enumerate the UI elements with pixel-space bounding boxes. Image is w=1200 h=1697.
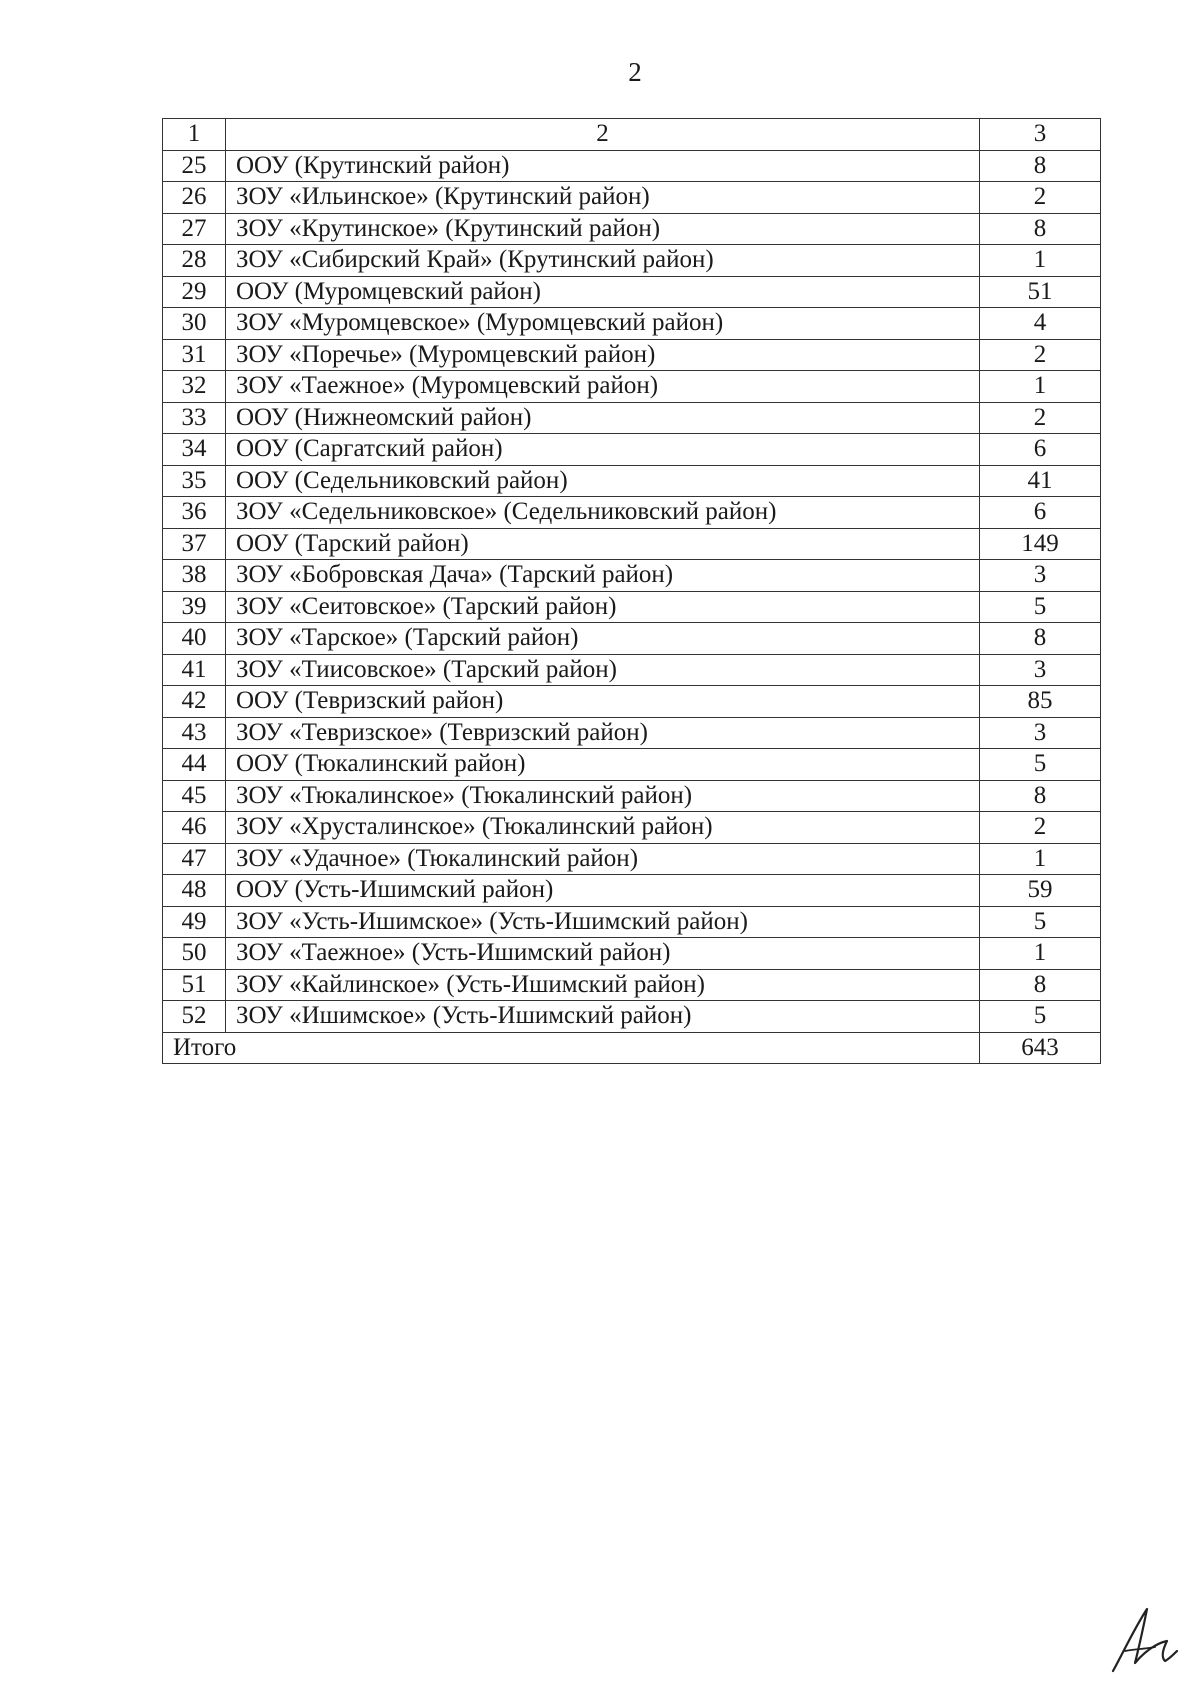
row-number: 50 bbox=[163, 938, 226, 970]
row-value: 3 bbox=[980, 654, 1101, 686]
row-value: 6 bbox=[980, 497, 1101, 529]
table-row bbox=[163, 969, 1101, 1001]
total-label: Итого bbox=[163, 1032, 980, 1064]
row-number: 47 bbox=[163, 843, 226, 875]
total-row bbox=[163, 1032, 1101, 1064]
table-row bbox=[163, 308, 1101, 340]
row-name: ООУ (Саргатский район) bbox=[226, 434, 980, 466]
row-number: 48 bbox=[163, 875, 226, 907]
row-number: 39 bbox=[163, 591, 226, 623]
table-body bbox=[163, 119, 1101, 1064]
row-value: 2 bbox=[980, 812, 1101, 844]
table-row bbox=[163, 717, 1101, 749]
row-value: 8 bbox=[980, 780, 1101, 812]
row-value: 4 bbox=[980, 308, 1101, 340]
row-value: 1 bbox=[980, 245, 1101, 277]
column-header-2: 2 bbox=[226, 119, 980, 151]
row-name: ЗОУ «Тевризское» (Тевризский район) bbox=[226, 717, 980, 749]
table-row bbox=[163, 371, 1101, 403]
row-number: 42 bbox=[163, 686, 226, 718]
table-row bbox=[163, 749, 1101, 781]
table-row bbox=[163, 528, 1101, 560]
table-row bbox=[163, 1001, 1101, 1033]
row-value: 8 bbox=[980, 623, 1101, 655]
table-row bbox=[163, 686, 1101, 718]
table-row bbox=[163, 875, 1101, 907]
row-name: ЗОУ «Седельниковское» (Седельниковский район) bbox=[226, 497, 980, 529]
table-row bbox=[163, 465, 1101, 497]
row-number: 31 bbox=[163, 339, 226, 371]
table-row bbox=[163, 812, 1101, 844]
row-name: ООУ (Муромцевский район) bbox=[226, 276, 980, 308]
row-name: ЗОУ «Муромцевское» (Муромцевский район) bbox=[226, 308, 980, 340]
table-row bbox=[163, 276, 1101, 308]
row-number: 49 bbox=[163, 906, 226, 938]
page-number: 2 bbox=[628, 57, 642, 87]
row-value: 3 bbox=[980, 560, 1101, 592]
row-value: 3 bbox=[980, 717, 1101, 749]
row-number: 40 bbox=[163, 623, 226, 655]
row-number: 25 bbox=[163, 150, 226, 182]
row-name: ЗОУ «Таежное» (Усть-Ишимский район) bbox=[226, 938, 980, 970]
table-row bbox=[163, 402, 1101, 434]
row-number: 52 bbox=[163, 1001, 226, 1033]
row-value: 2 bbox=[980, 339, 1101, 371]
table-header-row bbox=[163, 119, 1101, 151]
row-number: 26 bbox=[163, 182, 226, 214]
table-row bbox=[163, 591, 1101, 623]
row-value: 2 bbox=[980, 182, 1101, 214]
row-name: ЗОУ «Тюкалинское» (Тюкалинский район) bbox=[226, 780, 980, 812]
row-name: ООУ (Седельниковский район) bbox=[226, 465, 980, 497]
table-row bbox=[163, 339, 1101, 371]
row-number: 30 bbox=[163, 308, 226, 340]
row-name: ООУ (Тарский район) bbox=[226, 528, 980, 560]
data-table bbox=[162, 118, 1101, 1064]
row-value: 8 bbox=[980, 150, 1101, 182]
row-number: 44 bbox=[163, 749, 226, 781]
row-value: 85 bbox=[980, 686, 1101, 718]
table-row bbox=[163, 245, 1101, 277]
row-name: ЗОУ «Удачное» (Тюкалинский район) bbox=[226, 843, 980, 875]
row-name: ЗОУ «Ильинское» (Крутинский район) bbox=[226, 182, 980, 214]
table-row bbox=[163, 623, 1101, 655]
row-name: ЗОУ «Кайлинское» (Усть-Ишимский район) bbox=[226, 969, 980, 1001]
row-name: ООУ (Тюкалинский район) bbox=[226, 749, 980, 781]
row-value: 1 bbox=[980, 843, 1101, 875]
row-value: 1 bbox=[980, 371, 1101, 403]
row-value: 1 bbox=[980, 938, 1101, 970]
row-number: 29 bbox=[163, 276, 226, 308]
table-row bbox=[163, 434, 1101, 466]
table-row bbox=[163, 150, 1101, 182]
row-name: ООУ (Крутинский район) bbox=[226, 150, 980, 182]
row-number: 38 bbox=[163, 560, 226, 592]
row-value: 6 bbox=[980, 434, 1101, 466]
table-row bbox=[163, 497, 1101, 529]
row-value: 5 bbox=[980, 906, 1101, 938]
row-number: 51 bbox=[163, 969, 226, 1001]
row-number: 41 bbox=[163, 654, 226, 686]
row-number: 45 bbox=[163, 780, 226, 812]
row-name: ЗОУ «Тиисовское» (Тарский район) bbox=[226, 654, 980, 686]
row-value: 2 bbox=[980, 402, 1101, 434]
row-name: ЗОУ «Хрусталинское» (Тюкалинский район) bbox=[226, 812, 980, 844]
column-header-1: 1 bbox=[163, 119, 226, 151]
signature-icon bbox=[1105, 1605, 1180, 1675]
row-value: 5 bbox=[980, 749, 1101, 781]
row-name: ООУ (Тевризский район) bbox=[226, 686, 980, 718]
row-name: ЗОУ «Сеитовское» (Тарский район) bbox=[226, 591, 980, 623]
row-name: ЗОУ «Усть-Ишимское» (Усть-Ишимский район) bbox=[226, 906, 980, 938]
row-value: 8 bbox=[980, 969, 1101, 1001]
row-name: ООУ (Усть-Ишимский район) bbox=[226, 875, 980, 907]
total-value: 643 bbox=[980, 1032, 1101, 1064]
row-number: 35 bbox=[163, 465, 226, 497]
table-row bbox=[163, 654, 1101, 686]
table-row bbox=[163, 843, 1101, 875]
table-row bbox=[163, 780, 1101, 812]
row-name: ЗОУ «Крутинское» (Крутинский район) bbox=[226, 213, 980, 245]
table-row bbox=[163, 182, 1101, 214]
row-value: 5 bbox=[980, 591, 1101, 623]
row-name: ЗОУ «Сибирский Край» (Крутинский район) bbox=[226, 245, 980, 277]
row-name: ЗОУ «Бобровская Дача» (Тарский район) bbox=[226, 560, 980, 592]
row-value: 51 bbox=[980, 276, 1101, 308]
row-value: 8 bbox=[980, 213, 1101, 245]
row-number: 33 bbox=[163, 402, 226, 434]
row-number: 27 bbox=[163, 213, 226, 245]
table-row bbox=[163, 906, 1101, 938]
column-header-3: 3 bbox=[980, 119, 1101, 151]
row-name: ООУ (Нижнеомский район) bbox=[226, 402, 980, 434]
row-value: 59 bbox=[980, 875, 1101, 907]
row-number: 32 bbox=[163, 371, 226, 403]
row-value: 5 bbox=[980, 1001, 1101, 1033]
row-name: ЗОУ «Поречье» (Муромцевский район) bbox=[226, 339, 980, 371]
row-number: 36 bbox=[163, 497, 226, 529]
table-row bbox=[163, 213, 1101, 245]
row-number: 37 bbox=[163, 528, 226, 560]
row-number: 43 bbox=[163, 717, 226, 749]
table-row bbox=[163, 560, 1101, 592]
row-name: ЗОУ «Тарское» (Тарский район) bbox=[226, 623, 980, 655]
row-name: ЗОУ «Ишимское» (Усть-Ишимский район) bbox=[226, 1001, 980, 1033]
row-number: 28 bbox=[163, 245, 226, 277]
row-name: ЗОУ «Таежное» (Муромцевский район) bbox=[226, 371, 980, 403]
row-value: 41 bbox=[980, 465, 1101, 497]
table-row bbox=[163, 938, 1101, 970]
row-number: 46 bbox=[163, 812, 226, 844]
row-value: 149 bbox=[980, 528, 1101, 560]
row-number: 34 bbox=[163, 434, 226, 466]
